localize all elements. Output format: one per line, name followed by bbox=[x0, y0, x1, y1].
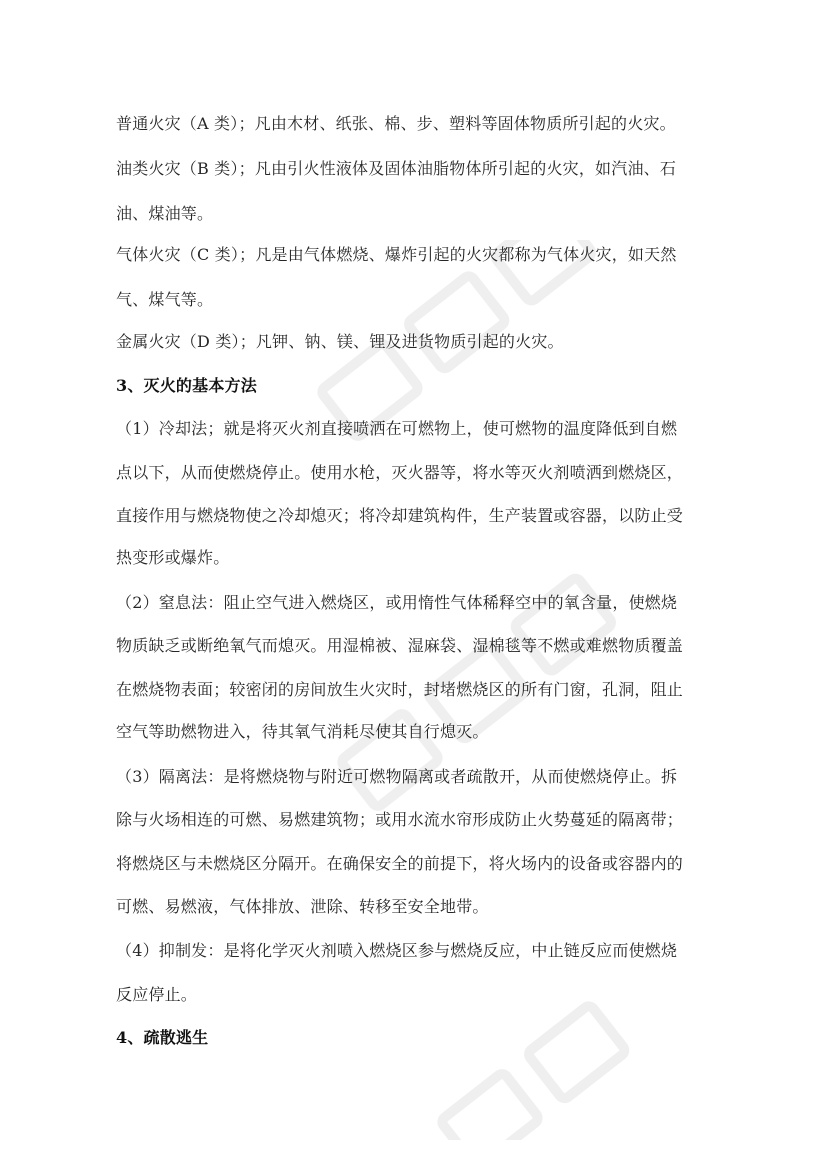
method-4-line-2: 反应停止。 bbox=[116, 985, 198, 1004]
method-1-line-4: 热变形或爆炸。 bbox=[116, 548, 230, 567]
method-2-line-4: 空气等助燃物进入，待其氧气消耗尽使其自行熄灭。 bbox=[116, 722, 489, 741]
method-1-line-1: （1）冷却法；就是将灭火剂直接喷洒在可燃物上，使可燃物的温度降低到自燃 bbox=[116, 419, 678, 438]
fire-class-c-line-2: 气、煤气等。 bbox=[116, 290, 214, 309]
fire-class-b-line-1: 油类火灾（B 类）；凡由引火性液体及固体油脂物体所引起的火灾，如汽油、石 bbox=[116, 159, 677, 178]
fire-class-c-line-1: 气体火灾（C 类）；凡是由气体燃烧、爆炸引起的火灾都称为气体火灾，如天然 bbox=[116, 245, 677, 264]
fire-class-b-line-2: 油、煤油等。 bbox=[116, 204, 214, 223]
method-4-line-1: （4）抑制发：是将化学灭火剂喷入燃烧区参与燃烧反应，中止链反应而使燃烧 bbox=[116, 941, 678, 960]
method-2-line-2: 物质缺乏或断绝氧气而熄灭。用湿棉被、湿麻袋、湿棉毯等不燃或难燃物质覆盖 bbox=[116, 636, 684, 655]
method-1-line-2: 点以下，从而使燃烧停止。使用水枪，灭火器等，将水等灭火剂喷洒到燃烧区， bbox=[116, 463, 684, 482]
section-heading-3: 3、灭火的基本方法 bbox=[116, 376, 257, 395]
method-3-line-2: 除与火场相连的可燃、易燃建筑物；或用水流水帘形成防止火势蔓延的隔离带； bbox=[116, 810, 684, 829]
fire-class-d-line: 金属火灾（D 类）；凡钾、钠、镁、锂及进货物质引起的火灾。 bbox=[116, 332, 564, 351]
section-heading-4: 4、疏散逃生 bbox=[116, 1028, 209, 1047]
method-2-line-1: （2）窒息法：阻止空气进入燃烧区，或用惰性气体稀释空中的氧含量，使燃烧 bbox=[116, 593, 678, 612]
method-3-line-1: （3）隔离法：是将燃烧物与附近可燃物隔离或者疏散开，从而使燃烧停止。拆 bbox=[116, 767, 678, 786]
method-1-line-3: 直接作用与燃烧物使之冷却熄灭；将冷却建筑构件，生产装置或容器，以防止受 bbox=[116, 506, 684, 525]
method-2-line-3: 在燃烧物表面；较密闭的房间放生火灾时，封堵燃烧区的所有门窗，孔洞，阻止 bbox=[116, 680, 684, 699]
method-3-line-4: 可燃、易燃液，气体排放、泄除、转移至安全地带。 bbox=[116, 897, 489, 916]
method-3-line-3: 将燃烧区与未燃烧区分隔开。在确保安全的前提下，将火场内的设备或容器内的 bbox=[116, 854, 684, 873]
fire-class-a-line: 普通火灾（A 类）；凡由木材、纸张、棉、步、塑料等固体物质所引起的火灾。 bbox=[116, 114, 676, 133]
